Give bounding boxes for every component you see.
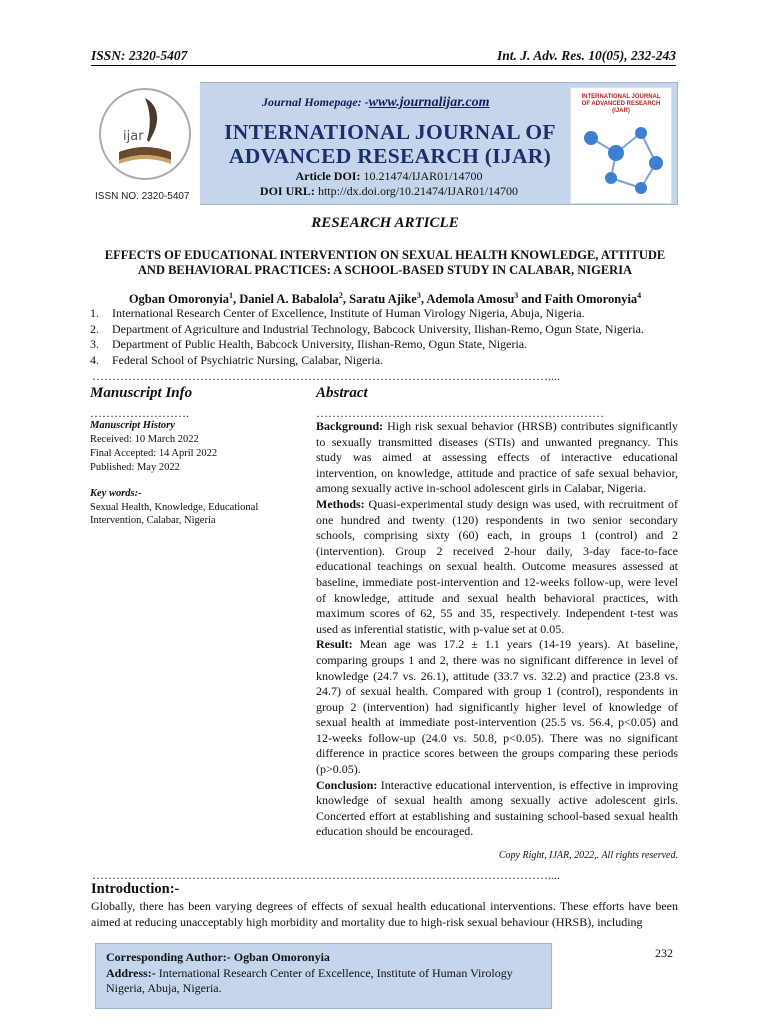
author-affiliation-mark: 3	[514, 291, 519, 300]
author-separator: ,	[232, 292, 240, 307]
keywords-block	[90, 487, 280, 528]
abstract-result	[316, 637, 678, 777]
running-header	[91, 48, 676, 66]
methods-text: Quasi-experimental study design was used, with recruitment of one hundred and twenty (120) respondents in two senior secondary schools, comprising sixty (60) each, in groups 1 (control) and 2 (intervention). Group 2 received 2-hour daily, 3-day face-to-face educational teachings on sexual health. Outcome measures assessed at baseline, immediate post-intervention and 12-weeks follow-up, were level of knowledge, attitude and sexual health behavioral practices, with maximum scores of 62, 55 and 35, respectively. Independent t-test was used as inferential statistic, with p-value set at 0.05.	[316, 496, 678, 636]
molecule-icon	[571, 88, 671, 203]
affiliation-item	[90, 322, 680, 338]
author-name: Ogban Omoronyia	[128, 292, 229, 307]
conclusion-label: Conclusion:	[316, 777, 378, 792]
journal-cover-image	[570, 87, 672, 204]
result-text: Mean age was 17.2 ± 1.1 years (14-19 years). At baseline, comparing groups 1 and 2, there was no significant difference in level of knowledge (24.7 vs. 26.1), attitude (33.7 vs. 32.2) and practice (23.8 vs. 24.7) of sexual health. Compared with group 1 (control), respondents in group 2 (intervention) had significantly higher level of knowledge of sexual health at immediate post-intervention (25.5 vs. 56.4, p<0.05) and 12-weeks follow-up (24.0 vs. 50.8, p<0.05). There was no significant difference in practice scores between the groups comparing these periods (p>0.05).	[316, 637, 678, 777]
conclusion-text: Interactive educational intervention, is effective in improving knowledge of sexual health among sexually active adolescent girls. Concerted effort at establishing and sustaining school-based sexual health education should be encouraged.	[316, 777, 678, 839]
result-label: Result:	[316, 637, 353, 652]
divider-dots: ……………………………………………………………………………………………………....	[92, 369, 560, 383]
introduction-text: Globally, there has been varying degrees of effects of sexual health educational interventions. These efforts have been aimed at reducing unacceptably high morbidity and mortality due to high-risk sexual behaviour (HRSB), including	[91, 899, 678, 929]
address-label: Address:-	[106, 965, 156, 980]
keywords-heading: Key words:-	[90, 488, 142, 499]
introduction-heading: Introduction:-	[91, 881, 180, 897]
methods-label: Methods:	[316, 496, 365, 511]
corresponding-author-box	[95, 943, 552, 1009]
header-journal-ref: Int. J. Adv. Res. 10(05), 232-243	[497, 48, 676, 63]
doi-label: Article DOI:	[295, 169, 361, 183]
published-date: Published: May 2022	[90, 462, 180, 473]
journal-homepage	[262, 95, 490, 111]
abstract-body	[316, 419, 678, 840]
background-text: High risk sexual behavior (HRSB) contributes significantly to sexually transmitted diseases (STIs) and unwanted pregnancy. This study was aimed at assessing effects of interactive educational intervention, on knowledge, attitude and practice of safe sexual behavior, among sexually active in-school adolescent girls in Calabar, Nigeria.	[316, 419, 678, 496]
affiliation-text: Department of Agriculture and Industrial Technology, Babcock University, Ilishan-Remo, Ogun State, Nigeria.	[112, 321, 644, 336]
corresponding-author: Corresponding Author:- Ogban Omoronyia	[106, 950, 330, 964]
author-separator: and	[518, 292, 545, 307]
keywords-list: Sexual Health, Knowledge, Educational Intervention, Calabar, Nigeria	[90, 501, 259, 526]
affiliation-number: 2.	[90, 321, 99, 336]
abstract-conclusion	[316, 778, 678, 840]
cover-title: INTERNATIONAL JOURNAL OF ADVANCED RESEARCH (IJAR)	[581, 94, 661, 114]
paper-title: EFFECTS OF EDUCATIONAL INTERVENTION ON SEXUAL HEALTH KNOWLEDGE, ATTITUDE AND BEHAVIORAL PRACTICES: A SCHOOL-BASED STUDY IN CALABAR, NIGERIA	[104, 248, 666, 277]
journal-logo	[99, 88, 191, 180]
accepted-date: Final Accepted: 14 April 2022	[90, 448, 218, 459]
quill-book-icon	[101, 90, 189, 178]
author-list	[92, 291, 678, 307]
affiliation-number: 3.	[90, 337, 99, 351]
author-name: Ademola Amosu	[426, 292, 515, 307]
affiliation-item	[90, 353, 680, 369]
author-name: Faith Omoronyia	[544, 292, 638, 307]
author-affiliation-mark: 2	[338, 291, 343, 300]
copyright: Copy Right, IJAR, 2022,. All rights reserved.	[498, 850, 678, 861]
author-separator: ,	[342, 292, 350, 307]
divider-dots-short: …………………….	[90, 406, 189, 420]
address-text: International Research Center of Excellence, Institute of Human Virology Nigeria, Abuja, Nigeria.	[106, 965, 513, 995]
affiliation-number: 4.	[90, 352, 99, 367]
logo-issn: ISSN NO. 2320-5407	[95, 191, 190, 202]
author-affiliation-mark: 1	[228, 291, 233, 300]
corresponding-address	[106, 966, 541, 997]
affiliation-text: International Research Center of Excellence, Institute of Human Virology Nigeria, Abuja, Nigeria.	[112, 306, 585, 320]
history-heading: Manuscript History	[90, 420, 175, 431]
background-label: Background:	[316, 419, 384, 433]
doi-value: 10.21474/IJAR01/14700	[363, 169, 483, 183]
doi-url-label: DOI URL:	[259, 184, 315, 198]
author-affiliation-mark: 4	[637, 291, 642, 300]
affiliation-item	[90, 337, 680, 353]
received-date: Received: 10 March 2022	[90, 434, 199, 445]
logo-wordmark: ijar	[123, 129, 144, 144]
affiliation-number: 1.	[90, 306, 99, 320]
doi-url-link[interactable]: http://dx.doi.org/10.21474/IJAR01/14700	[317, 184, 519, 198]
homepage-link[interactable]: www.journalijar.com	[368, 95, 490, 110]
author-affiliation-mark: 3	[416, 291, 421, 300]
affiliation-item	[90, 306, 680, 322]
affiliation-text: Department of Public Health, Babcock University, Ilishan-Remo, Ogun State, Nigeria.	[112, 337, 528, 351]
author-name: Daniel A. Babalola	[239, 292, 339, 307]
affiliation-list	[90, 306, 680, 368]
divider-dots-mid: ………………………………………………………………	[316, 406, 604, 420]
manuscript-info-heading: Manuscript Info	[90, 385, 193, 401]
abstract-methods	[316, 497, 678, 637]
article-doi	[206, 169, 572, 184]
journal-title: INTERNATIONAL JOURNAL OF ADVANCED RESEARCH (IJAR)	[224, 120, 556, 168]
abstract-background	[316, 419, 678, 497]
author-separator: ,	[420, 292, 427, 307]
header-issn: ISSN: 2320-5407	[91, 48, 188, 63]
abstract-heading: Abstract	[316, 385, 368, 401]
page-number: 232	[655, 946, 673, 960]
homepage-label: Journal Homepage: -	[262, 95, 369, 109]
author-name: Saratu Ajike	[349, 292, 417, 307]
affiliation-text: Federal School of Psychiatric Nursing, Calabar, Nigeria.	[112, 352, 384, 367]
manuscript-history	[90, 419, 217, 475]
doi-url	[206, 184, 572, 199]
article-type: RESEARCH ARTICLE	[311, 215, 459, 231]
divider-dots-bottom: ……………………………………………………………………………………………………....	[92, 868, 560, 882]
